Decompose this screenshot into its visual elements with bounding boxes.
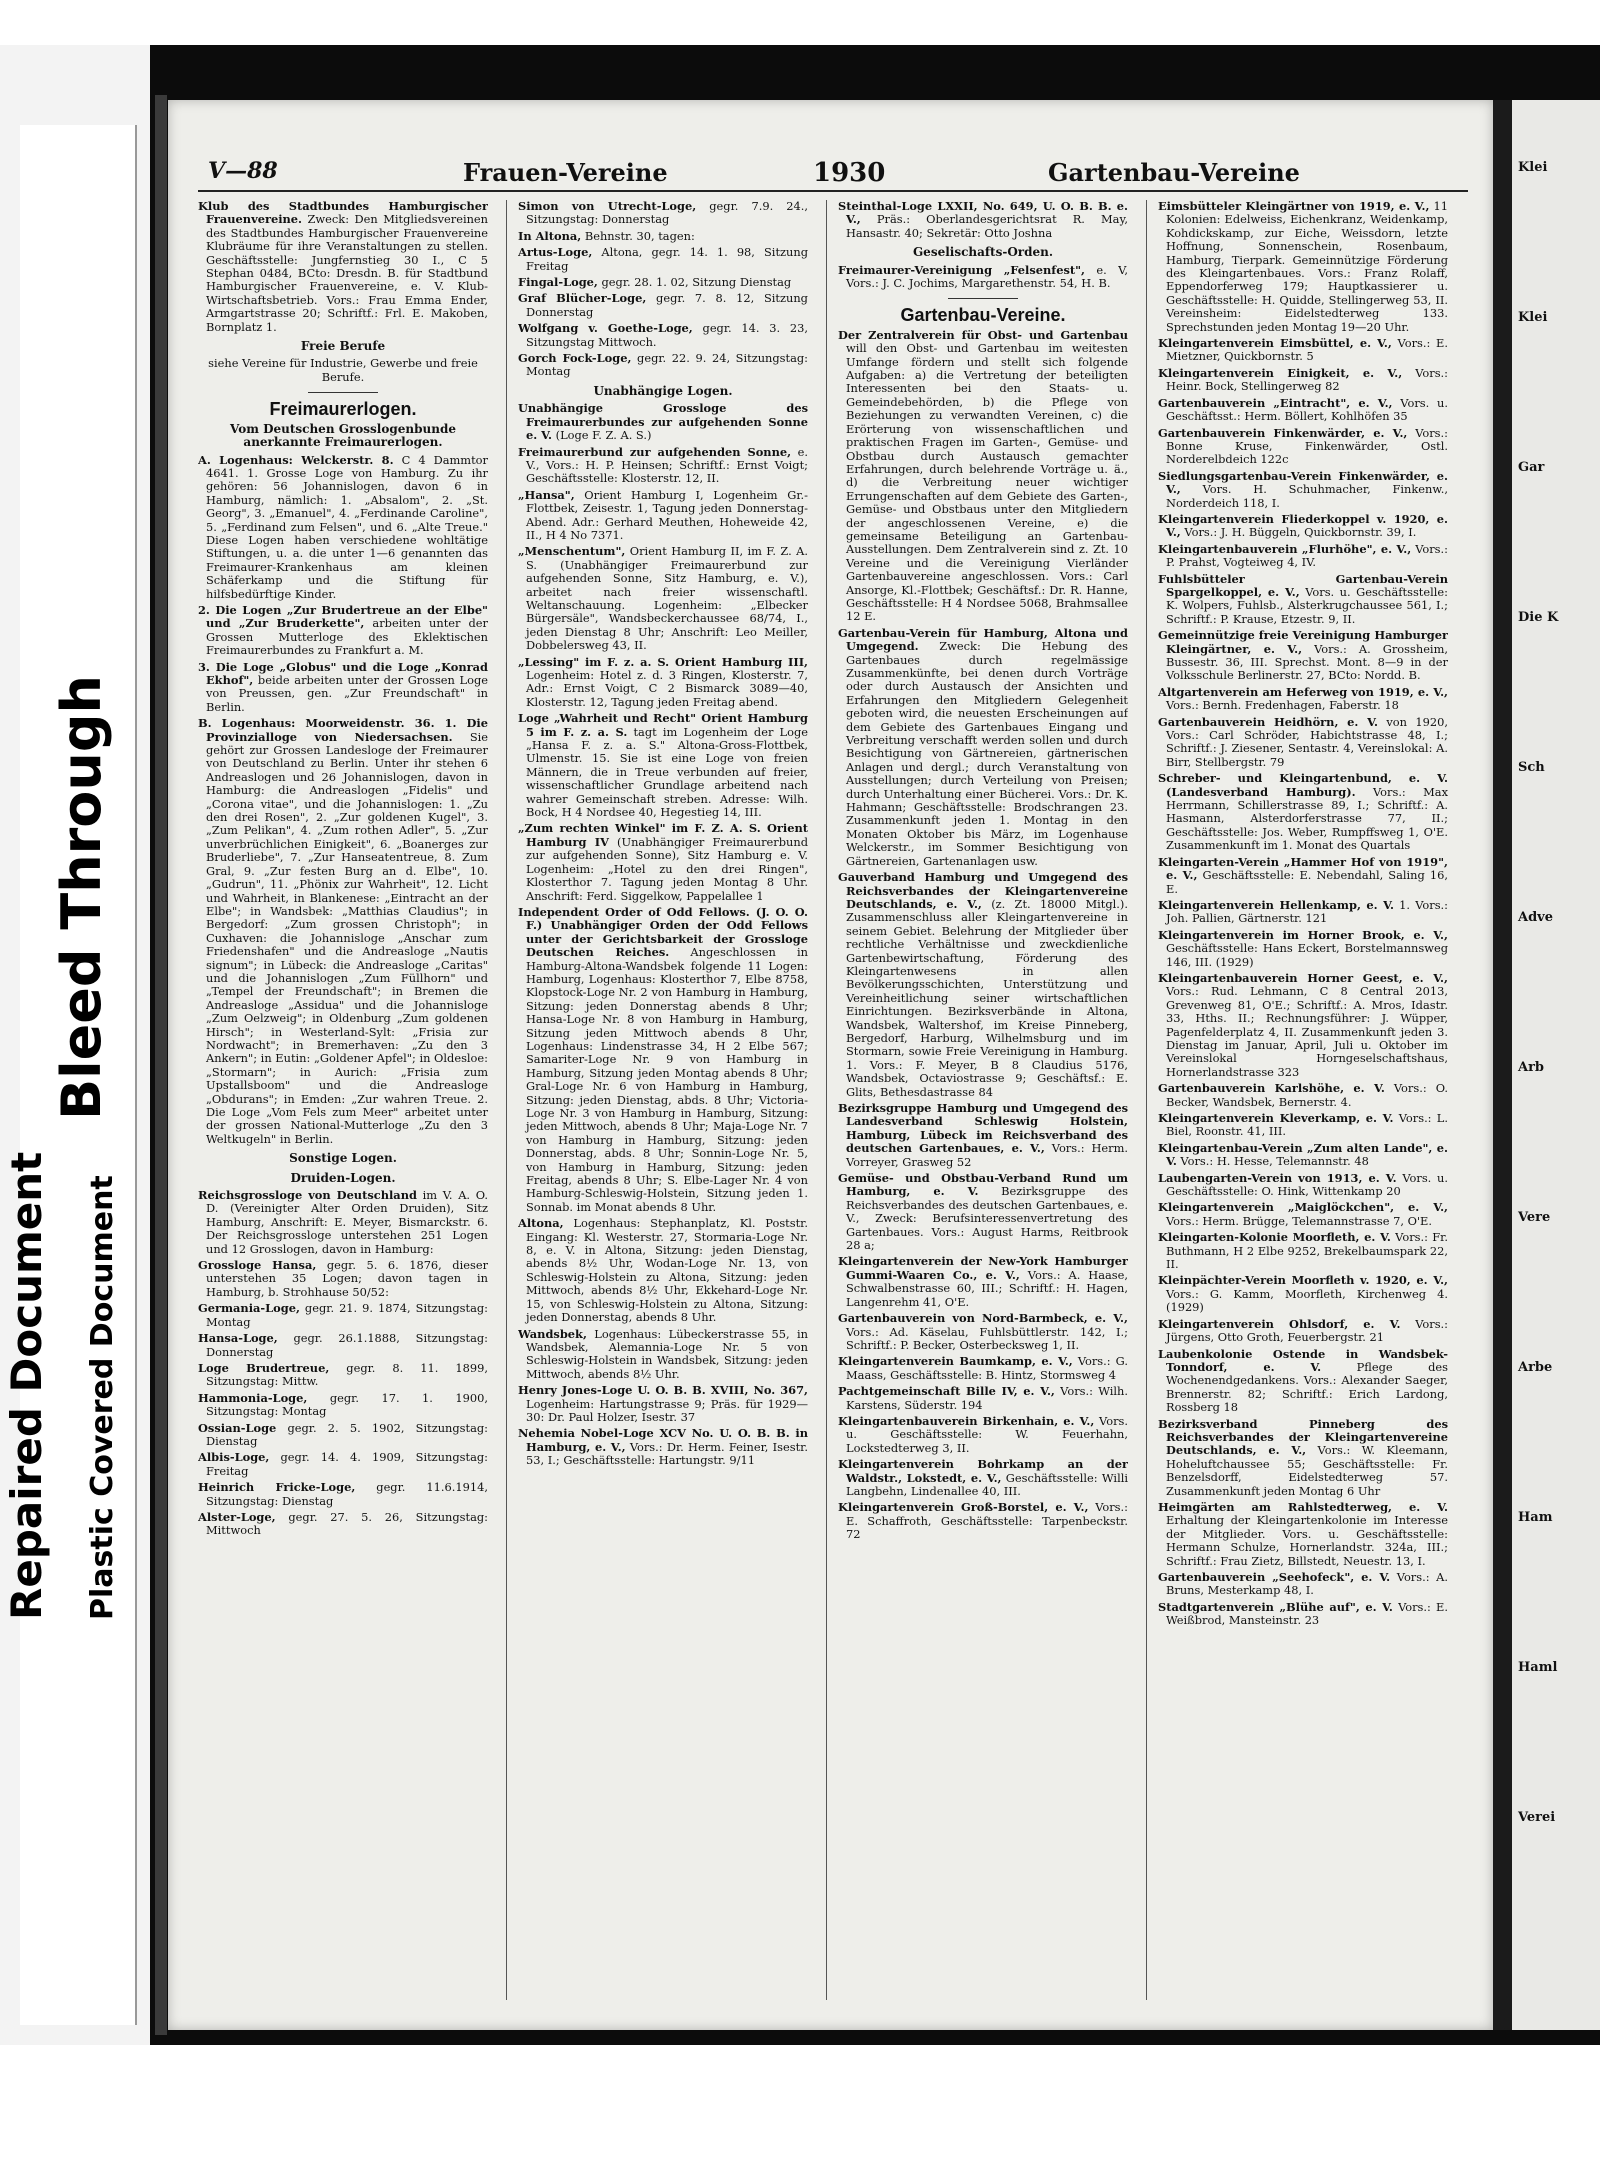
entry-text: Vors.: A. Bruns, Mesterkamp 48, I.: [1166, 1570, 1448, 1598]
facing-page-fragment: Vere: [1518, 1210, 1551, 1225]
directory-entry: [518, 906, 808, 1214]
entry-name: Bezirksverband Pinneberg des Reichsverbandes der Kleingartenvereine Deutschlands, e. V.,: [1158, 1416, 1448, 1458]
entry-text: von 1920, Vors.: Carl Schröder, Habichtstrasse 48, I.; Schriftf.: J. Ziesener, Sentastr. 4, Vereinslokal: A. Birr, Stellbergstr. 79: [1166, 714, 1448, 769]
right-running-title: Gartenbau-Vereine: [1048, 158, 1300, 187]
entry-name: Hansa-Loge,: [198, 1331, 278, 1346]
entry-name: Freimaurer-Vereinigung „Felsenfest",: [838, 262, 1086, 277]
entry-name: Gartenbauverein „Eintracht", e. V.,: [1158, 395, 1393, 410]
entry-name: Gemüse- und Obstbau-Verband Rund um Hamburg, e. V.: [838, 1171, 1128, 1199]
entry-name: Kleingartenverein Groß-Borstel, e. V.,: [838, 1500, 1089, 1515]
entry-name: „Hansa",: [518, 487, 575, 502]
column-divider: [826, 200, 827, 2000]
entry-name: Fingal-Loge,: [518, 275, 598, 290]
entry-name: Gartenbau-Verein für Hamburg, Altona und Umgegend.: [838, 625, 1128, 654]
entry-text: Logenheim: Hartungstrasse 9; Präs. für 1929—30: Dr. Paul Holzer, Isestr. 37: [526, 1396, 808, 1424]
entry-text: Geschäftsstelle: Willi Langbehn, Lindenallee 40, III.: [846, 1470, 1128, 1498]
entry-name: Kleingartenbau-Verein „Zum alten Lande", e. V.: [1158, 1140, 1448, 1169]
entry-name: Henry Jones-Loge U. O. B. B. XVIII, No. 367,: [518, 1383, 808, 1398]
entry-name: Gauverband Hamburg und Umgegend des Reichsverbandes der Kleingartenvereine Deutschlands, e. V.,: [838, 870, 1128, 911]
directory-entry: [838, 627, 1128, 868]
entry-text: gegr. 27. 5. 26, Sitzungstag: Mittwoch: [206, 1509, 488, 1538]
entry-text: gegr. 11.6.1914, Sitzungstag: Dienstag: [206, 1480, 488, 1508]
directory-entry: [518, 1427, 808, 1467]
entry-text: Vors.: Dr. Herm. Feiner, Isestr. 53, I.; Geschäftsstelle: Hartungstr. 9/11: [526, 1439, 808, 1468]
entry-name: Gartenbauverein Heidhörn, e. V.: [1158, 714, 1378, 729]
entry-text: (z. Zt. 18000 Mitgl.). Zusammenschluss aller Kleingartenvereine in seinem Gebiet. Belehrung der Mitglieder über rechtliche Verhältnisse und zweckdienliche Gartenbewirtschaftung, Förderung des Kleingartenwesens in allen Bevölkerungsschichten, Unterstützung und Vereinheitlichung seiner wirtschaftlichen Einrichtungen. Bezirksverbände in Altona, Wandsbek, Waltershof, im Kreise Pinneberg, Bergedorf, Harburg, Wilhelmsburg und im Stormarn, sowie Freie Vereinigung in Hamburg. 1. Vors.: F. Meyer, B 8 Claudius 5176, Wandsbek, Octaviostrasse 9; Geschäftsf.: E. Glits, Bethesdastrasse 84: [846, 896, 1128, 1099]
short-divider: [308, 392, 378, 393]
page-header: [198, 150, 1468, 192]
entry-text: Vors.: L. Biel, Roonstr. 41, III.: [1166, 1111, 1448, 1139]
entry-text: gegr. 8. 11. 1899, Sitzungstag: Mittw.: [206, 1360, 488, 1389]
entry-text: Logenhaus: Lübeckerstrasse 55, in Wandsbek, Alemannia-Loge Nr. 5 von Schleswig-Holstein in Wandsbek, Sitzung: jeden Mittwoch, abends 8½ Uhr.: [526, 1326, 808, 1381]
directory-entry: [1158, 686, 1448, 713]
directory-entry: [1158, 856, 1448, 896]
directory-entry: [198, 1302, 488, 1329]
entry-name: Gartenbauverein „Seehofeck", e. V.: [1158, 1570, 1391, 1584]
entry-text: Vors.: Bonne Kruse, Finkenwärder, Ostl. Norderelbdeich 122c: [1166, 425, 1448, 467]
entry-name: A. Logenhaus: Welckerstr. 8.: [198, 452, 394, 467]
entry-name: Kleingartenverein der New-York Hamburger Gummi-Waaren Co., e. V.,: [838, 1254, 1128, 1282]
entry-name: Hammonia-Loge,: [198, 1390, 308, 1405]
directory-entry: [518, 246, 808, 273]
entry-text: Präs.: Oberlandesgerichtsrat R. May, Hansastr. 40; Sekretär: Otto Joshna: [846, 212, 1128, 240]
column-2: [518, 200, 808, 2000]
directory-entry: [1158, 1082, 1448, 1109]
directory-entry: [1158, 1501, 1448, 1568]
directory-entry: [1158, 972, 1448, 1079]
section-heading: Gartenbau-Vereine.: [900, 305, 1066, 326]
entry-text: Pflege des Wochenendgedankens. Vors.: Alexander Saeger, Brennerstr. 82; Schriftf.: Erich Lardong, Rossberg 18: [1166, 1359, 1448, 1415]
facing-page-fragment: Arbe: [1518, 1360, 1553, 1375]
entry-name: Alster-Loge,: [198, 1509, 276, 1524]
entry-name: Loge „Wahrheit und Recht" Orient Hamburg 5 im F. z. a. S.: [518, 711, 808, 739]
facing-page-fragment: Haml: [1518, 1660, 1558, 1675]
entry-name: Heimgärten am Rahlstedterweg, e. V.: [1158, 1499, 1448, 1514]
directory-entry: [198, 200, 488, 334]
entry-text: Vors.: E. Weißbrod, Mansteinstr. 23: [1166, 1599, 1448, 1628]
directory-entry: [198, 1451, 488, 1478]
entry-text: Vors.: Wilh. Karstens, Süderstr. 194: [846, 1384, 1128, 1412]
directory-entry: [518, 230, 808, 243]
directory-entry: [1158, 337, 1448, 364]
entry-text: im V. A. O. D. (Vereinigter Alter Orden Druiden), Sitz Hamburg, Anschrift: E. Meyer, Bismarckstr. 6. Der Reichsgrossloge unterstehen 251 Logen und 12 Grosslogen, davon in Hamburg:: [206, 1188, 488, 1256]
directory-entry: [1158, 367, 1448, 394]
directory-entry: [838, 1415, 1128, 1455]
entry-text: Vors. u. Geschäftsstelle: K. Wolpers, Fuhlsb., Alsterkrugchaussee 561, I.; Schriftf.: P. Krause, Etzestr. 9, II.: [1166, 584, 1448, 626]
entry-text: Zweck: Die Hebung des Gartenbaues durch regelmässige Zusammenkünfte, bei denen durch Vorträge oder durch Austausch der Ansichten und Erfahrungen den Mitgliedern Gelegenheit geboten wird, die neuesten Erscheinungen auf dem Gebiete des Gartenbaues Eingang und Verbreitung verschafft werden sollen und durch Besichtigung von Gärtnereien, gärtnerischen Anlagen und dergl.; durch Veranstaltung von Ausstellungen; durch Verteilung von Preisen; durch Unterhaltung einer Bücherei. Vors.: Dr. K. Hahmann; Geschäftsstelle: Brodschrangen 23. Zusammenkunft jeden 1. Montag in den Monaten Oktober bis März, im Logenhause Welckerstr., im Sommer Besichtigung von Gärtnereien, Gartenanlagen usw.: [846, 639, 1128, 868]
directory-entry: [198, 1481, 488, 1508]
page-number: V—88: [208, 158, 278, 184]
entry-text: gegr. 7.9. 24., Sitzungstag: Donnerstag: [526, 200, 808, 227]
entry-text: gegr. 21. 9. 1874, Sitzungstag: Montag: [206, 1301, 488, 1329]
entry-text: Logenheim: Hotel z. d. 3 Ringen, Klosterstr. 7, Adr.: Ernst Voigt, C 2 Bismarck 3089—40, Klosterstr. 12, Tagung jeden Freitag abend.: [526, 668, 808, 709]
facing-page-fragment: Sch: [1518, 760, 1545, 775]
entry-text: Vors.: Heinr. Bock, Stellingerweg 82: [1166, 365, 1448, 394]
directory-entry: [838, 1172, 1128, 1252]
directory-entry: [1158, 1601, 1448, 1628]
entry-name: Germania-Loge,: [198, 1301, 300, 1316]
directory-entry: [838, 1355, 1128, 1382]
directory-entry: [1158, 543, 1448, 570]
directory-entry: [838, 1458, 1128, 1498]
entry-text: Vors.: E. Schaffroth, Geschäftsstelle: Tarpenbeckstr. 72: [846, 1500, 1128, 1542]
entry-name: Kleingarten-Kolonie Moorfleth, e. V.: [1158, 1230, 1391, 1245]
entry-text: Behnstr. 30, tagen:: [581, 228, 695, 243]
entry-name: Kleinpächter-Verein Moorfleth v. 1920, e. V.,: [1158, 1273, 1448, 1288]
entry-text: e. V., Vors.: H. P. Heinsen; Schriftf.: Ernst Voigt; Geschäftsstelle: Klosterstr. 12, II.: [526, 444, 808, 486]
entry-name: Kleingartenbauverein „Flurhöhe", e. V.,: [1158, 541, 1412, 556]
entry-name: Siedlungsgartenbau-Verein Finkenwärder, e. V.,: [1158, 468, 1448, 497]
section-subhead: Geselischafts-Orden.: [912, 245, 1054, 260]
facing-page-fragment: Ham: [1518, 1510, 1553, 1525]
entry-text: Vors.: A. Haase, Schwalbenstrasse 60, III.; Schriftf.: H. Hagen, Langenrehm 41, O'E.: [846, 1267, 1128, 1309]
entry-text: Vors. u. Geschäftsstelle: O. Hink, Wittenkamp 20: [1166, 1170, 1448, 1199]
directory-entry: [198, 1332, 488, 1359]
entry-name: „Menschentum",: [518, 544, 626, 559]
entry-name: Kleingartenverein Baumkamp, e. V.,: [838, 1354, 1073, 1369]
entry-text: gegr. 14. 4. 1909, Sitzungstag: Freitag: [206, 1450, 488, 1478]
directory-entry: [838, 1255, 1128, 1309]
facing-page-fragment: Gar: [1518, 460, 1545, 475]
short-divider: [948, 298, 1018, 299]
bleed-through-label: Bleed Through: [50, 675, 113, 1120]
entry-name: „Zum rechten Winkel" im F. Z. A. S. Orient Hamburg IV: [518, 821, 808, 849]
directory-entry: [1158, 427, 1448, 467]
directory-entry: [198, 1392, 488, 1419]
directory-entry: [838, 1312, 1128, 1352]
entry-text: Vors.: O. Becker, Wandsbek, Bernerstr. 4.: [1166, 1081, 1448, 1109]
directory-entry: [518, 1328, 808, 1382]
entry-name: Altona,: [518, 1216, 564, 1231]
directory-entry: [838, 1102, 1128, 1169]
directory-entry: [838, 1385, 1128, 1412]
entry-name: Gartenbauverein Karlshöhe, e. V.: [1158, 1081, 1385, 1096]
facing-page: [1512, 100, 1600, 2030]
entry-text: Vors.: W. Kleemann, Hoheluftchaussee 55; Geschäftsstelle: Fr. Benzelsdorff, Eidelstedterweg 57. Zusammenkunft jeden Montag 6 Uhr: [1166, 1443, 1448, 1498]
entry-name: Laubengarten-Verein von 1913, e. V.: [1158, 1170, 1397, 1185]
directory-entry: [518, 446, 808, 486]
entry-name: Kleingartenverein Bohrkamp an der Waldstr., Lokstedt, e. V.,: [838, 1457, 1128, 1485]
directory-entry: [838, 1501, 1128, 1541]
section-subhead: Freie Berufe: [300, 339, 386, 354]
entry-name: Laubenkolonie Ostende in Wandsbek-Tonndorf, e. V.: [1158, 1346, 1448, 1374]
entry-name: Kleingartenverein „Maiglöckchen", e. V.,: [1158, 1200, 1448, 1215]
directory-entry: [518, 402, 808, 442]
entry-text: gegr. 22. 9. 24, Sitzungstag: Montag: [526, 351, 808, 379]
directory-entry: [198, 604, 488, 658]
entry-text: C 4 Dammtor 4641. 1. Grosse Loge von Hamburg. Zu ihr gehören: 56 Johannislogen, davon 6 in Hamburg, nämlich: 1. „Absalom", 2. „St. Georg", 3. „Emanuel", 4. „Ferdinande Caroline", 5. „Ferdinand zum Felsen", und 6. „Alte Treue." Diese Logen haben verschiedene wohltätige Stiftungen, u. a. die unter 1—6 genannten das Freimaurer-Krankenhaus am kleinen Schäferkamp und die Stiftung für hilfsbedürftige Kinder.: [206, 452, 488, 601]
directory-entry: [838, 264, 1128, 291]
entry-name: Kleingartenbauverein Horner Geest, e. V.,: [1158, 970, 1448, 985]
directory-entry: [1158, 573, 1448, 627]
entry-name: Altgartenverein am Heferweg von 1919, e. V.,: [1158, 684, 1448, 699]
entry-text: gegr. 2. 5. 1902, Sitzungstag: Dienstag: [206, 1420, 488, 1448]
entry-text: beide arbeiten unter der Grossen Loge von Preussen, gen. „Zur Freundschaft" in Berlin.: [206, 673, 488, 714]
page-edge: [155, 95, 167, 2035]
entry-text: Geschäftsstelle: E. Nebendahl, Saling 16, E.: [1166, 868, 1448, 896]
entry-name: Nehemia Nobel-Loge XCV No. U. O. B. B. in Hamburg, e. V.,: [518, 1426, 808, 1454]
entry-name: Schreber- und Kleingartenbund, e. V. (Landesverband Hamburg).: [1158, 771, 1448, 799]
entry-name: Simon von Utrecht-Loge,: [518, 200, 697, 213]
directory-entry: [1158, 772, 1448, 852]
entry-text: Altona, gegr. 14. 1. 98, Sitzung Freitag: [526, 245, 808, 273]
entry-text: gegr. 5. 6. 1876, dieser unterstehen 35 Logen; davon tagen in Hamburg, b. Strohhause 50/52:: [206, 1258, 488, 1299]
directory-entry: [1158, 1231, 1448, 1271]
directory-entry: [198, 1422, 488, 1449]
entry-text: Erhaltung der Kleingartenkolonie im Interesse der Mitglieder. Vors. u. Geschäftsstelle: Hermann Schulze, Hornerlandstr. 324a, III.; Schriftf.: Frau Zietz, Billstedt, Neuestr. 13, I.: [1166, 1513, 1448, 1568]
entry-text: Vors.: Bernh. Fredenhagen, Faberstr. 18: [1166, 698, 1399, 713]
directory-entry: [198, 454, 488, 601]
columns: [198, 200, 1468, 2010]
entry-name: Eimsbütteler Kleingärtner von 1919, e. V.,: [1158, 200, 1430, 213]
directory-entry: [518, 712, 808, 819]
entry-name: Kleingartenverein Hellenkamp, e. V.: [1158, 897, 1394, 912]
entry-name: Ossian-Loge: [198, 1420, 277, 1435]
entry-name: In Altona,: [518, 228, 582, 243]
plastic-covered-label: Plastic Covered Document: [85, 1175, 120, 1620]
entry-text: (Unabhängiger Freimaurerbund zur aufgehenden Sonne), Sitz Hamburg e. V. Logenheim: „Hotel zu den drei Ringen", Klosterthor 7. Tagung jeden Montag 8 Uhr. Anschrift: Ferd. Siggelkow, Pappelallee 1: [526, 834, 808, 903]
entry-name: Kleingartenverein Ohlsdorf, e. V.: [1158, 1316, 1401, 1331]
year-title: 1930: [813, 158, 886, 188]
directory-entry: [838, 871, 1128, 1099]
directory-entry: [1158, 513, 1448, 540]
section-subhead: Unabhängige Logen.: [593, 383, 733, 398]
document-page: [168, 100, 1493, 2030]
directory-entry: [1158, 1318, 1448, 1345]
entry-text: Orient Hamburg II, im F. Z. A. S. (Unabhängiger Freimaurerbund zur aufgehenden Sonne, Sitz Hamburg, e. V.), arbeitet nach freier wissenschaftl. Weltanschauung. Logenheim: „Elbecker Bürgersäle", Wandsbeckerchaussee 68/74, I., jeden Dienstag 8 Uhr; Anschrift: Leo Meiller, Dobbelersweg 43, II.: [526, 544, 808, 653]
entry-name: Pachtgemeinschaft Bille IV, e. V.,: [838, 1384, 1055, 1399]
directory-entry: [1158, 1142, 1448, 1169]
entry-name: Kleingartenverein Fliederkoppel v. 1920, e. V.,: [1158, 511, 1448, 540]
facing-page-fragment: Klei: [1518, 310, 1548, 325]
entry-text: Vors.: Herm. Brügge, Telemannstrasse 7, O'E.: [1166, 1213, 1432, 1228]
entry-text: arbeiten unter der Grossen Mutterloge des Eklektischen Freimaurerbundes zu Frankfurt a. M.: [206, 616, 488, 658]
entry-name: Kleingartenverein im Horner Brook, e. V.,: [1158, 927, 1448, 942]
facing-page-fragment: Arb: [1518, 1060, 1545, 1075]
entry-text: gegr. 7. 8. 12, Sitzung Donnerstag: [526, 291, 808, 319]
entry-name: Graf Blücher-Loge,: [518, 291, 647, 306]
entry-name: Artus-Loge,: [518, 245, 593, 260]
section-heading: Freimaurerlogen.: [269, 399, 417, 420]
section-subhead: Druiden-Logen.: [290, 1170, 396, 1185]
directory-entry: [1158, 1274, 1448, 1314]
entry-name: Albis-Loge,: [198, 1450, 270, 1465]
directory-entry: [1158, 1172, 1448, 1199]
directory-entry: [838, 200, 1128, 240]
entry-name: Wolfgang v. Goethe-Loge,: [518, 321, 693, 336]
directory-entry: [1158, 1571, 1448, 1598]
directory-entry: [198, 661, 488, 715]
column-4: [1158, 200, 1448, 2000]
entry-text: Vors.: Herm. Vorreyer, Grasweg 52: [846, 1141, 1128, 1169]
entry-name: Freimaurerbund zur aufgehenden Sonne,: [518, 444, 792, 459]
entry-text: Bezirksgruppe des Reichsverbandes des deutschen Gartenbaues, e. V., Zweck: Berufsinteressenvertretung des Gartenbaues. Vors.: August Harms, Reitbrook 28 a;: [846, 1184, 1128, 1253]
column-divider: [1146, 200, 1147, 2000]
entry-text: gegr. 26.1.1888, Sitzungstag: Donnerstag: [206, 1331, 488, 1359]
entry-name: B. Logenhaus: Moorweidenstr. 36. 1. Die Provinzialloge von Niedersachsen.: [198, 716, 488, 744]
entry-text: Vors. u. Geschäftsst.: Herm. Böllert, Kohlhöfen 35: [1166, 395, 1448, 424]
entry-name: Heinrich Fricke-Loge,: [198, 1480, 356, 1495]
entry-text: Vors.: P. Prahst, Vogteiweg 4, IV.: [1166, 541, 1448, 570]
facing-page-fragment: Adve: [1518, 910, 1554, 925]
entry-name: Stadtgartenverein „Blühe auf", e. V.: [1158, 1599, 1393, 1614]
directory-entry: [518, 352, 808, 379]
directory-entry: [1158, 629, 1448, 683]
entry-text: Vors.: A. Grossheim, Bussestr. 36, III. Sprechst. Mont. 8—9 in der Volksschule Berlinerstr. 27, BCto: Nordd. B.: [1166, 641, 1448, 683]
directory-entry: [518, 822, 808, 902]
repaired-document-label: Repaired Document: [2, 1151, 51, 1620]
entry-name: Bezirksgruppe Hamburg und Umgegend des Landesverband Schleswig Holstein, Hamburg, Lübeck im Reichsverband des deutschen Gartenbaues, e. V.,: [838, 1101, 1128, 1156]
entry-name: Wandsbek,: [518, 1326, 587, 1341]
entry-name: Kleingartenverein Einigkeit, e. V.,: [1158, 365, 1403, 380]
facing-page-fragment: Verei: [1518, 1810, 1556, 1825]
entry-name: Gartenbauverein von Nord-Barmbeck, e. V.,: [838, 1311, 1128, 1326]
entry-name: Klub des Stadtbundes Hamburgischer Frauenvereine.: [198, 200, 488, 227]
entry-name: Reichsgrossloge von Deutschland: [198, 1188, 417, 1203]
section-subhead: Vom Deutschen Grosslogenbunde anerkannte Freimaurerlogen.: [230, 421, 456, 450]
directory-entry: [198, 717, 488, 1146]
entry-name: Kleingartenbauverein Birkenhain, e. V.,: [838, 1413, 1095, 1428]
directory-entry: [518, 489, 808, 543]
entry-name: Gemeinnützige freie Vereinigung Hamburger Kleingärtner, e. V.,: [1158, 628, 1448, 656]
entry-text: Vors.: Rud. Lehmann, C 8 Central 2013, Grevenweg 81, O'E.; Schriftf.: A. Mros, Idastr. 33, Hths. II.; Rechnungsführer: J. Wüpper, Pagenfelderplatz 4, II. Zusammenkunft jeden 3. Dienstag im Januar, April, Juli u. Oktober im Vereinslokal Horngeselschaftshaus, Hornerlandstrasse 323: [1166, 984, 1448, 1079]
entry-name: „Lessing" im F. z. a. S. Orient Hamburg III,: [518, 654, 808, 669]
entry-text: gegr. 17. 1. 1900, Sitzungstag: Montag: [206, 1390, 488, 1419]
entry-text: gegr. 28. 1. 02, Sitzung Dienstag: [597, 275, 792, 290]
directory-entry: [518, 322, 808, 349]
entry-text: Vors.: H. Hesse, Telemannstr. 48: [1176, 1154, 1369, 1169]
entry-text: Vors.: Ad. Käselau, Fuhlsbüttlerstr. 142, I.; Schriftf.: P. Becker, Osterbecksweg 1, II.: [846, 1324, 1128, 1352]
entry-text: Vors.: G. Maass, Geschäftsstelle: B. Hintz, Stormsweg 4: [846, 1354, 1128, 1382]
entry-text: Vors. H. Schuhmacher, Finkenw., Norderdeich 118, I.: [1166, 482, 1448, 510]
directory-entry: [1158, 470, 1448, 510]
entry-text: 11 Kolonien: Edelweiss, Eichenkranz, Weidenkamp, Kohdickskamp, zur Eiche, Weissdorn, letzte Hoffnung, Sonnenschein, Rosenbaum, Hamburg, Tierpark. Gemeinnützige Förderung des Kleingartenbaues. Vors.: Franz Rolaff, Eppendorferweg 179; Hauptkassierer u. Geschäftsstelle: H. Quidde, Stellingerweg 53, II. Vereinsheim: Eidelstedterweg 133. Sprechstunden jeden Montag 19—20 Uhr.: [1166, 200, 1448, 334]
directory-entry: [838, 329, 1128, 624]
facing-page-fragment: Klei: [1518, 160, 1548, 175]
entry-text: gegr. 14. 3. 23, Sitzungstag Mittwoch.: [526, 321, 808, 349]
entry-text: (Loge F. Z. A. S.): [552, 428, 652, 443]
directory-entry: [518, 200, 808, 227]
entry-text: Geschäftsstelle: Hans Eckert, Borstelmannsweg 146, III. (1929): [1166, 941, 1448, 969]
entry-text: Logenhaus: Stephanplatz, Kl. Poststr. Eingang: Kl. Westerstr. 27, Stormaria-Loge Nr. 8, e. V. in Altona, Sitzung: jeden Dienstag, abends 8½ Uhr, Wodan-Loge Nr. 13, von Schleswig-Holstein zu Altona, Sitzung: jeden Mittwoch, abends 8½ Uhr, Ekkehard-Loge Nr. 15, von Schleswig-Holstein zu Altona, Sitzung: jeden Donnerstag, abends 8 Uhr.: [526, 1216, 808, 1325]
entry-name: Loge Brudertreue,: [198, 1360, 330, 1375]
facing-page-fragment: Die K: [1518, 610, 1559, 625]
directory-entry: [198, 1189, 488, 1256]
entry-name: Grossloge Hansa,: [198, 1258, 317, 1273]
entry-text: Vors. u. Geschäftsstelle: W. Feuerhahn, Lockstedterweg 3, II.: [846, 1413, 1128, 1455]
directory-entry: [1158, 1112, 1448, 1139]
directory-entry: [1158, 397, 1448, 424]
directory-entry: [518, 1384, 808, 1424]
section-note: siehe Vereine für Industrie, Gewerbe und freie Berufe.: [208, 356, 478, 384]
entry-text: Angeschlossen in Hamburg-Altona-Wandsbek folgende 11 Logen: Hamburg, Logenhaus: Klosterthor 7, Elbe 8758, Klopstock-Loge Nr. 2 von Hamburg in Hamburg, Sitzung: jeden Donnerstag abends 8 Uhr; Hansa-Loge Nr. 8 von Hamburg in Hamburg, Sitzung jeden Mittwoch abends 8 Uhr, Logenhaus: Lindenstrasse 34, H 2 Elbe 567; Samariter-Loge Nr. 9 von Hamburg in Hamburg, Sitzung jeden Montag abends 8 Uhr; Gral-Loge Nr. 6 von Hamburg in Hamburg, Sitzung: jeden Dienstag, abds. 8 Uhr; Victoria-Loge Nr. 3 von Hamburg in Hamburg, Sitzung: jeden Mittwoch, abends 8 Uhr; Maja-Loge Nr. 7 von Hamburg in Hamburg, Sitzung: jeden Donnerstag, abds. 8 Uhr; Sonnin-Loge Nr. 5, von Hamburg in Hamburg, Sitzung: jeden Freitag, abends 8 Uhr; S. Elbe-Lager Nr. 4 von Hamburg-Schleswig-Holstein, Sitzung jeden 1. Sonnab. im Monat abends 8 Uhr.: [526, 945, 808, 1214]
directory-entry: [1158, 1418, 1448, 1498]
entry-text: Sie gehört zur Grossen Landesloge der Freimaurer von Deutschland zu Berlin. Unter ihr stehen 6 Andreaslogen und 26 Johannislogen, davon in Hamburg: die Andreaslogen „Fidelis" und „Corona vitae", und die Johannislogen: 1. „Zu den drei Rosen", 2. „Zur goldenen Kugel", 3. „Zum Pelikan", 4. „Zum rothen Adler", 5. „Zur unverbrüchlichen Einigkeit", 6. „Boanerges zur Bruderliebe", 7. „Zur Hanseatentreue, 8. Zum Gral, 9. „Zur festen Burg an d. Elbe", 10. „Gudrun", 11. „Phönix zur Wahrheit", 12. Licht und Wahrheit, in Blankenese: „Eintracht an der Elbe"; in Wandsbek: „Matthias Claudius"; in Bergedorf: „Zum grossen Christoph"; in Cuxhaven: die Johannisloge „Anschar zum Friedenshafen" und die Andreasloge „Nautis signum"; in Lübeck: die Andreasloge „Caritas" und die Johannislogen „Zum Füllhorn" und „Tempel der Freundschaft"; in Bremen die Andreasloge „Assidua" und die Johannisloge „Zum Oelzweig"; in Oldenburg „Zum goldenen Hirsch"; in Westerland-Sylt: „Frisia zur Nordwacht"; in Bremerhaven: „Zu den 3 Ankern"; in Eutin: „Goldener Apfel"; in Oldesloe: „Stormarn"; in Aurich: „Frisia zum Upstallsboom" und die Andreasloge „Obdurans"; in Emden: „Zur wahren Treue. 2. Die Loge „Vom Fels zum Meer" arbeitet unter der grossen National-Mutterloge „Zu den 3 Weltkugeln" in Berlin.: [206, 729, 488, 1146]
entry-name: Kleingarten-Verein „Hammer Hof von 1919", e. V.,: [1158, 854, 1448, 883]
entry-name: Kleingartenverein Kleverkamp, e. V.: [1158, 1111, 1394, 1125]
directory-entry: [518, 656, 808, 710]
entry-text: Vors.: G. Kamm, Moorfleth, Kirchenweg 4. (1929): [1166, 1286, 1448, 1315]
column-3: [838, 200, 1128, 2000]
book-binding: [1493, 100, 1512, 2030]
entry-text: e. V, Vors.: J. C. Jochims, Margarethenstr. 54, H. B.: [846, 262, 1128, 291]
column-1: [198, 200, 488, 2000]
side-labels: [0, 600, 150, 1700]
entry-name: Kleingartenverein Eimsbüttel, e. V.,: [1158, 336, 1392, 351]
directory-entry: [198, 1259, 488, 1299]
directory-entry: [1158, 1348, 1448, 1415]
entry-name: Independent Order of Odd Fellows. (J. O. O. F.) Unabhängiger Orden der Odd Fellows unter der Gerichtsbarkeit der Grossloge Deutschen Reiches.: [518, 904, 808, 960]
entry-text: Vors.: Fr. Buthmann, H 2 Elbe 9252, Brekelbaumspark 22, II.: [1166, 1230, 1448, 1272]
entry-name: Gartenbauverein Finkenwärder, e. V.,: [1158, 425, 1408, 440]
entry-name: Gorch Fock-Loge,: [518, 351, 632, 366]
entry-text: Vors.: E. Mietzner, Quickbornstr. 5: [1166, 336, 1448, 364]
entry-text: Vors.: Max Herrmann, Schillerstrasse 89, I.; Schriftf.: A. Hasmann, Alsterdorferstrasse 77, II.; Geschäftsstelle: Jos. Weber, Rumpffsweg 1, O'E. Zusammenkunft im 1. Monat des Quartals: [1166, 784, 1448, 853]
entry-text: Zweck: Den Mitgliedsvereinen des Stadtbundes Hamburgischer Frauenvereine Klubräume für ihre Veranstaltungen zu stellen. Geschäftsstelle: Jungfernstieg 30 I., C 5 Stephan 0484, BCto: Dresdn. B. für Stadtbund Hamburgischer Frauenvereine, e. V. Klub-Wirtschaftsbetrieb. Vors.: Frau Emma Ender, Armgartstrasse 20; Schriftf.: Frl. E. Makoben, Bornplatz 1.: [206, 212, 488, 334]
entry-text: tagt im Logenheim der Loge „Hansa F. z. a. S." Altona-Gross-Flottbek, Ulmenstr. 15. Sie ist eine Loge von freien Männern, die in Treue verbunden auf freier, wissenschaftlicher Grundlage arbeitend nach wahrer Gemeinschaft streben. Adresse: Wilh. Bock, H 4 Nordsee 40, Hegestieg 14, III.: [526, 724, 808, 820]
directory-entry: [1158, 899, 1448, 926]
section-subhead: Sonstige Logen.: [289, 1151, 397, 1166]
directory-entry: [518, 545, 808, 652]
entry-text: Vors.: J. H. Büggeln, Quickbornstr. 39, I.: [1180, 525, 1417, 540]
left-running-title: Frauen-Vereine: [463, 158, 668, 187]
directory-entry: [1158, 200, 1448, 334]
entry-text: Vors.: Jürgens, Otto Groth, Feuerbergstr. 21: [1166, 1316, 1448, 1345]
column-divider: [506, 200, 507, 2000]
entry-name: Der Zentralverein für Obst- und Gartenbau: [838, 327, 1128, 342]
directory-entry: [1158, 716, 1448, 770]
entry-text: will den Obst- und Gartenbau im weitesten Umfange fördern und stellt sich folgende Aufgaben: a) die Vertretung der beteiligten Interessenten bei den Staats- u. Gemeindebehörden, b) die Pflege von Beziehungen zu verwandten Vereinen, c) die Erörterung von wissenschaftlichen und praktischen Fragen im Garten-, Gemüse- und Obstbau durch Austausch gemachter Erfahrungen, durch belehrende Vorträge u. ä., d) die Verbreitung neuer wichtiger Errungenschaften auf dem Gebiete des Garten-, Gemüse- und Obstbaus unter den Mitgliedern der angeschlossenen Vereine, e) die gemeinsame Beteiligung an Gartenbau-Ausstellungen. Dem Zentralverein sind z. Zt. 10 Vereine und die Vereinigung Vierländer Gartenbauvereine angeschlossen. Vors.: Carl Ansorge, Kl.-Flottbek; Geschäftsf.: Dr. R. Hanne, Geschäftsstelle: H 4 Nordsee 5068, Brahmsallee 12 E.: [846, 341, 1128, 624]
entry-name: Fuhlsbütteler Gartenbau-Verein Spargelkoppel, e. V.,: [1158, 571, 1448, 599]
directory-entry: [518, 292, 808, 319]
directory-entry: [198, 1362, 488, 1389]
directory-entry: [518, 1217, 808, 1324]
directory-entry: [198, 1511, 488, 1538]
directory-entry: [1158, 1201, 1448, 1228]
entry-name: 2. Die Logen „Zur Brudertreue an der Elbe" und „Zur Bruderkette",: [198, 602, 488, 631]
entry-text: Orient Hamburg I, Logenheim Gr.-Flottbek, Zeisestr. 1, Tagung jeden Donnerstag-Abend. Adr.: Gerhard Meuthen, Hoheweide 42, II., H 4 No 7371.: [526, 487, 808, 542]
directory-entry: [1158, 929, 1448, 969]
entry-text: 1. Vors.: Joh. Pallien, Gärtnerstr. 121: [1166, 897, 1448, 926]
entry-name: Steinthal-Loge LXXII, No. 649, U. O. B. B. e. V.,: [838, 200, 1128, 227]
entry-name: 3. Die Loge „Globus" und die Loge „Konrad Ekhof",: [198, 659, 488, 687]
entry-name: Unabhängige Grossloge des Freimaurerbundes zur aufgehenden Sonne e. V.: [518, 401, 808, 443]
directory-entry: [518, 276, 808, 289]
